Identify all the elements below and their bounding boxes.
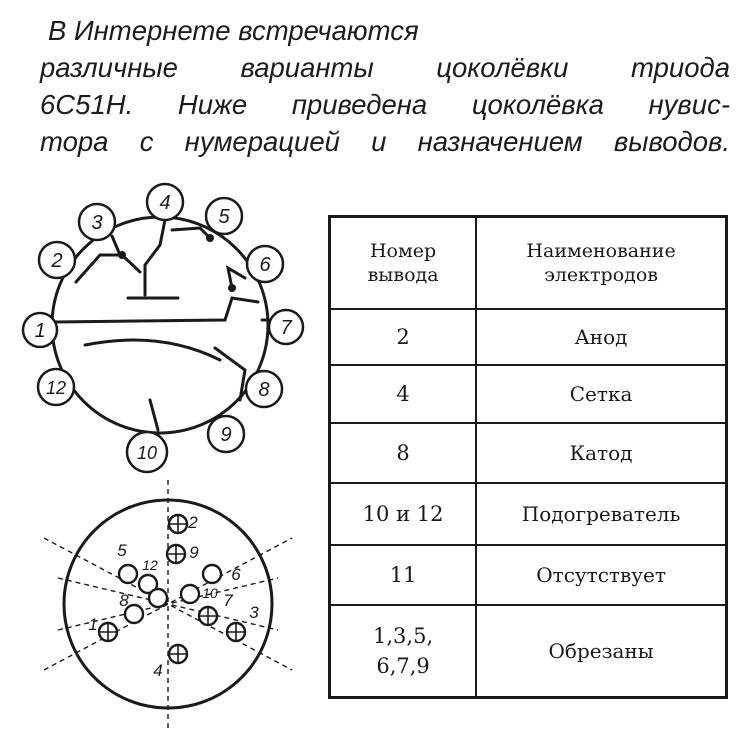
base-pin-label: 1: [88, 615, 98, 634]
pin-label: 2: [51, 250, 63, 272]
column-header-pin-number: Номер вывода: [330, 217, 477, 309]
table-row: [330, 545, 727, 605]
pin10-stub: [150, 400, 158, 430]
base-pin-5: [119, 565, 137, 583]
nuvistor-schematic: [0, 170, 310, 475]
base-pin-label: 10: [202, 585, 218, 601]
electrode-name-cell: Сетка: [476, 365, 726, 423]
pin-label: 5: [218, 206, 230, 228]
pin-number-cell: 1,3,5, 6,7,9: [330, 605, 477, 697]
pin-label: 3: [91, 212, 103, 234]
base-pin-label: 4: [153, 661, 163, 680]
base-pin-label: 5: [117, 541, 127, 560]
pin-number-cell: 2: [330, 309, 477, 365]
electrode-name-cell: Отсутствует: [476, 545, 726, 605]
base-pin-10: [181, 585, 199, 603]
base-pin-label: 6: [231, 565, 241, 584]
pin-label: 7: [280, 317, 292, 339]
tube-envelope: [52, 217, 268, 433]
intro-paragraph: [40, 12, 730, 160]
heater-lead: [215, 348, 245, 400]
table-row: [330, 605, 727, 697]
intro-line: 6С51Н. Ниже приведена цоколёвка нувис-: [40, 89, 730, 120]
cathode-lead: [55, 298, 258, 322]
intro-line: тора с нумерацией и назначением выводов.: [40, 126, 730, 157]
anode-lead: [76, 255, 140, 282]
electrode-name-cell: Анод: [476, 309, 726, 365]
base-pin-label: 3: [249, 603, 259, 622]
intro-line: различные варианты цоколёвки триода: [40, 52, 730, 83]
table-row: [330, 483, 727, 545]
pin-label: 4: [159, 192, 171, 214]
grid-lead: [145, 208, 165, 295]
base-outer-ring: [64, 500, 272, 708]
intro-line: В Интернете встречаются: [48, 15, 419, 46]
pin-label: 8: [258, 379, 270, 401]
pin-number-cell: 11: [330, 545, 477, 605]
pin3-stub: [112, 236, 120, 255]
pin-number-cell: 10 и 12: [330, 483, 477, 545]
pin-label: 1: [34, 320, 46, 342]
base-pin-label: 12: [142, 557, 158, 573]
pin5-stub: [172, 228, 210, 238]
heater-arc: [85, 340, 220, 360]
electrode-name-cell: Обрезаны: [476, 605, 726, 697]
base-pin-label: 7: [223, 591, 233, 610]
base-pin-label: 2: [188, 513, 198, 532]
table-row: [330, 309, 727, 365]
base-pin-label: 8: [119, 591, 129, 610]
base-pin-8: [149, 589, 167, 607]
electrode-name-cell: Подогреватель: [476, 483, 726, 545]
pinout-table: [328, 215, 728, 699]
pin-label: 9: [220, 424, 232, 446]
electrode-name-cell: Катод: [476, 423, 726, 483]
base-pin-label: 9: [189, 543, 199, 562]
pin-number-cell: 4: [330, 365, 477, 423]
table-row: [330, 423, 727, 483]
pin-number-cell: 8: [330, 423, 477, 483]
pin-label: 10: [136, 443, 158, 463]
base-pin-6: [203, 565, 221, 583]
table-row: [330, 365, 727, 423]
column-header-electrode-name: Наименование электродов: [476, 217, 726, 309]
pin-label: 6: [259, 254, 271, 276]
nuvistor-bottom-view: [0, 478, 320, 728]
pin-label: 12: [45, 378, 67, 398]
